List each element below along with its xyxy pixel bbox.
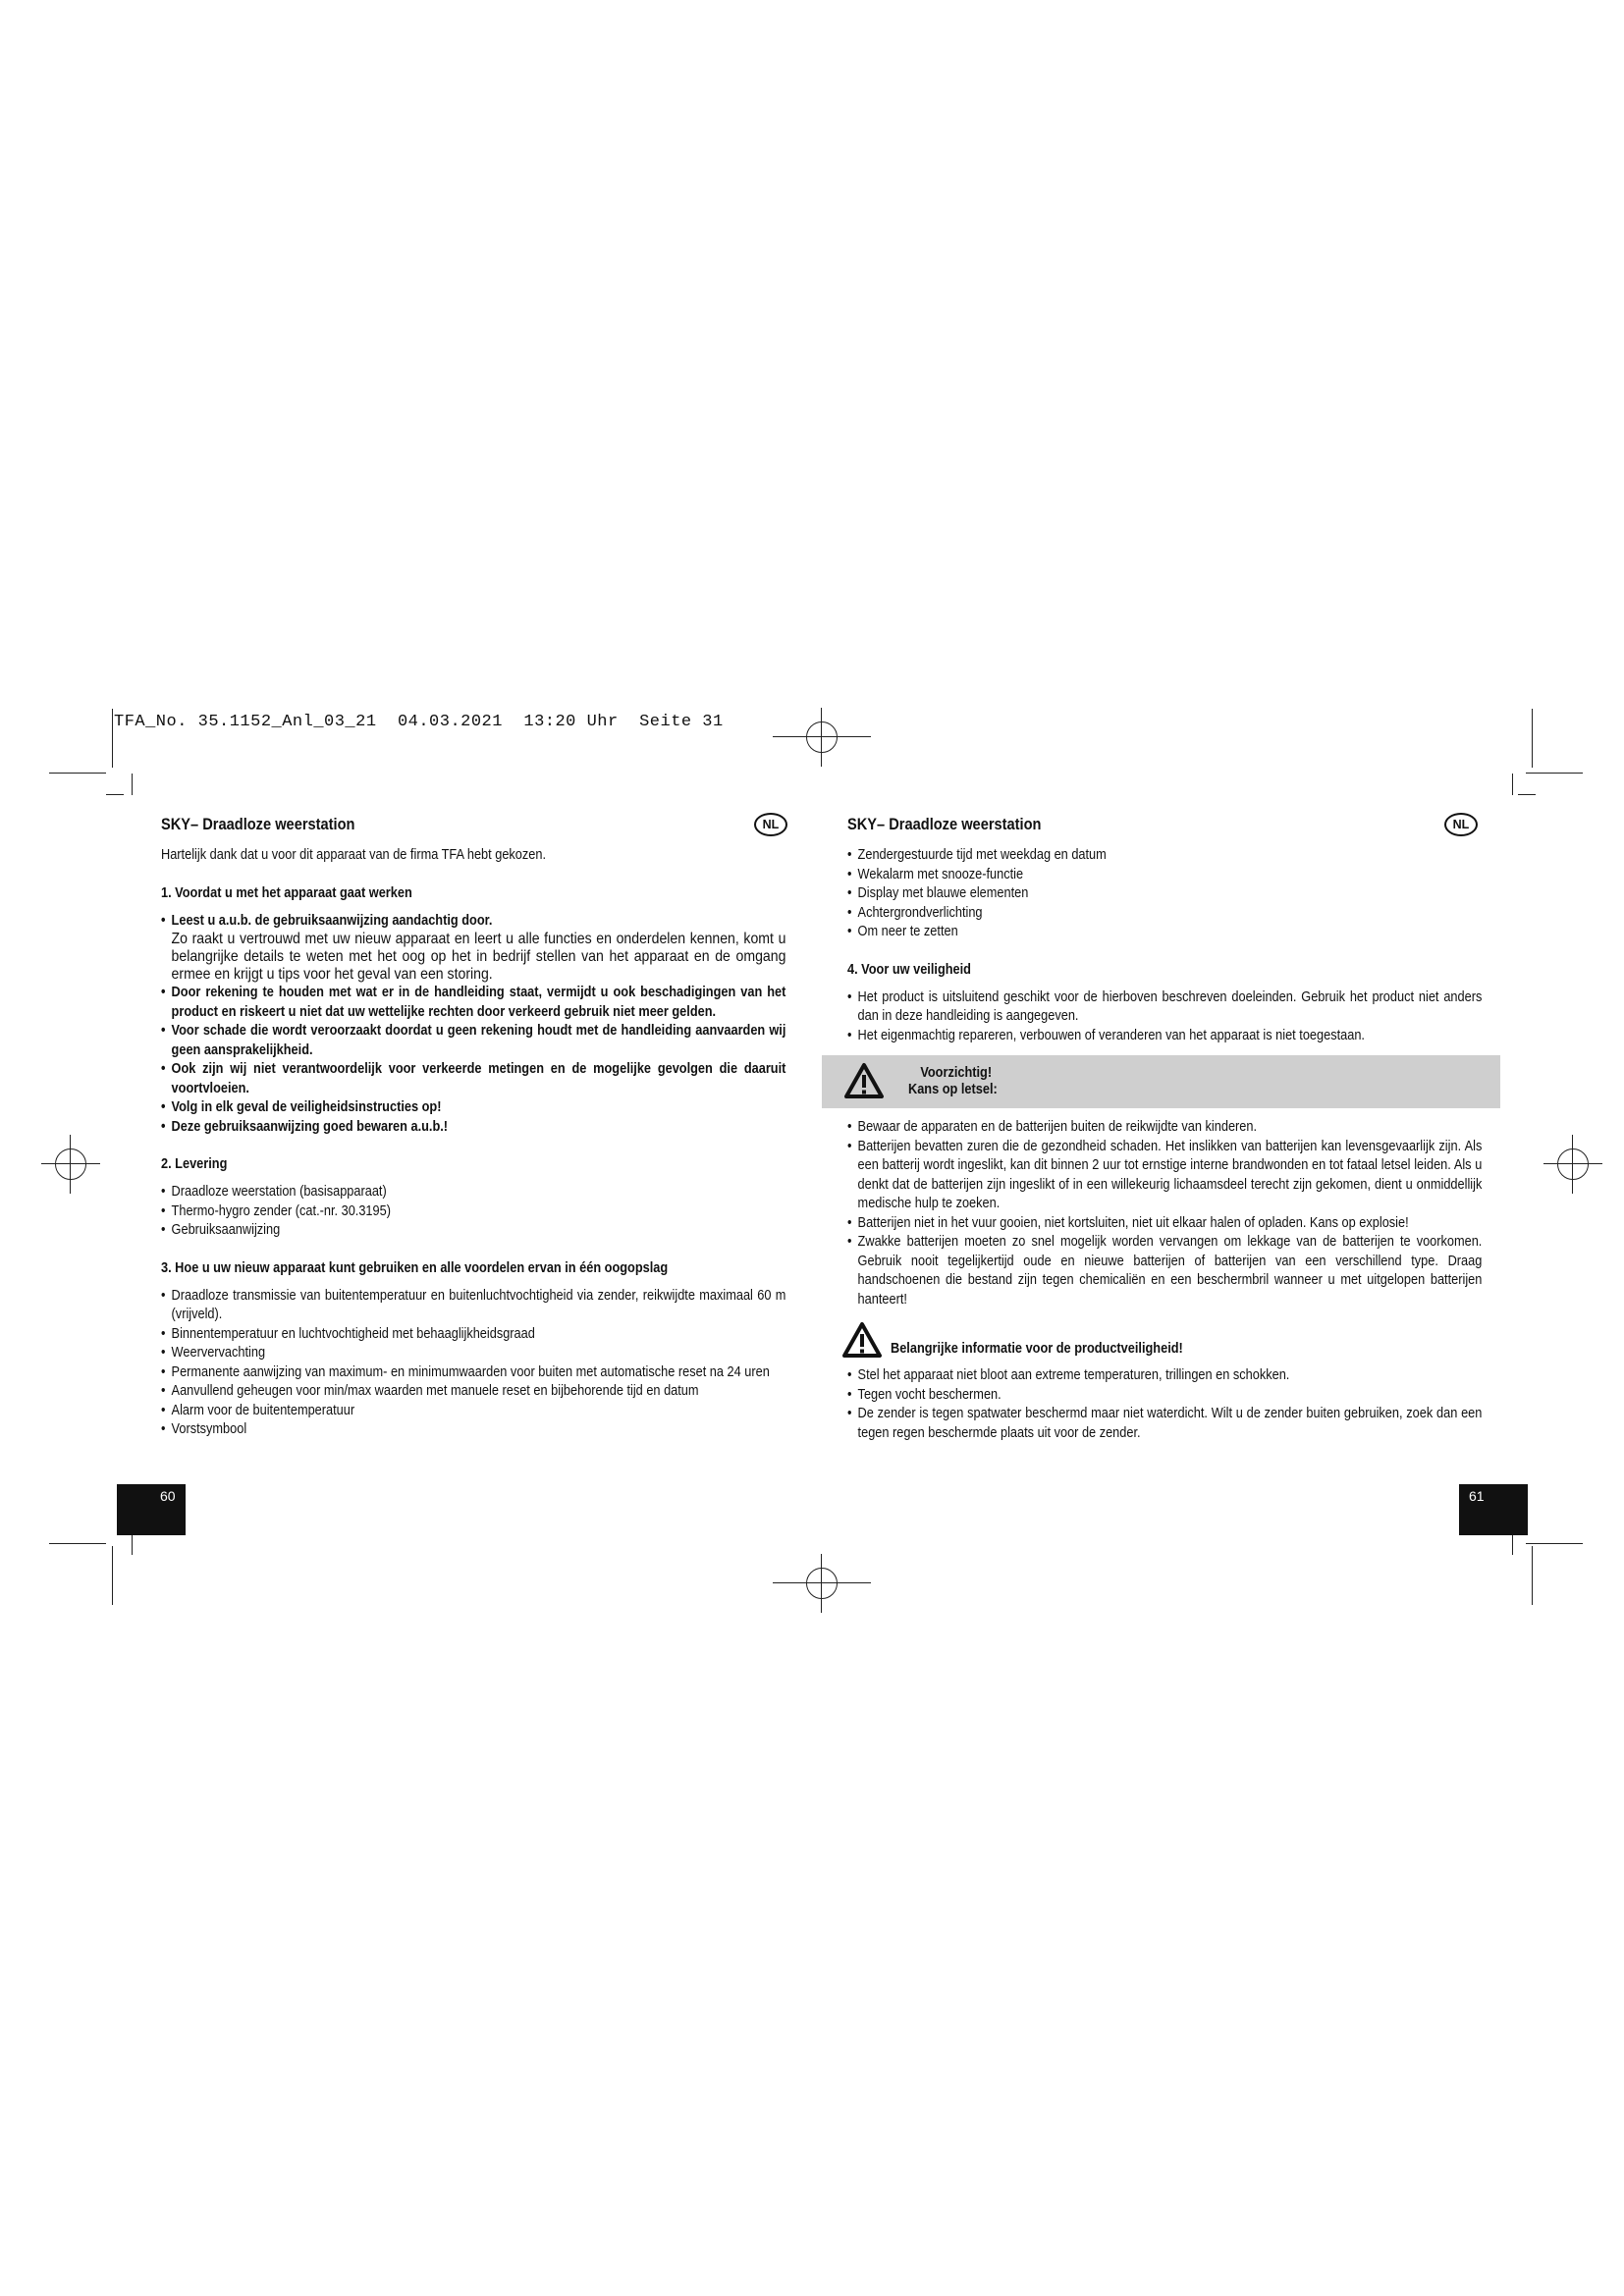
crop-mark [112,1546,113,1605]
crop-mark [1532,1546,1533,1605]
list-item: • De zender is tegen spatwater beschermd maar niet waterdicht. Wilt u de zender buiten gebruiken, zoek dan een tegen regen beschermde plaats uit voor de zender. [847,1405,1482,1443]
crop-mark [49,773,106,774]
right-page [847,815,1486,1462]
section-heading: 2. Levering [161,1156,228,1172]
intro-text: Hartelijk dank dat u voor dit apparaat van de firma TFA hebt gekozen. [161,847,547,863]
features-list [847,846,1482,942]
info-box [847,1321,1486,1362]
list-item: • Tegen vocht beschermen. [847,1386,1482,1406]
warning-line1: Voorzichtig! [920,1065,993,1081]
list-item: • Aanvullend geheugen voor min/max waarden met manuele reset en bijbehorende tijd en datum [161,1382,785,1402]
crop-mark [49,1543,106,1544]
warning-box [822,1055,1500,1108]
registration-mark [1543,1135,1602,1194]
list-item: • Volg in elk geval de veiligheidsinstructies op! [161,1098,785,1118]
crop-mark [112,709,113,768]
list-item: • Het eigenmachtig repareren, verbouwen of veranderen van het apparaat is niet toegestaan. [847,1027,1482,1046]
print-header: TFA_No. 35.1152_Anl_03_21 04.03.2021 13:20 Uhr Seite 31 [114,713,724,731]
list-item: • Het product is uitsluitend geschikt voor de hierboven beschreven doeleinden. Gebruik het product niet anders dan in deze handleiding is aangegeven. [847,988,1482,1027]
page-number-box [1459,1484,1528,1535]
features-list [161,1287,785,1440]
list-item: • Zendergestuurde tijd met weekdag en datum [847,846,1482,866]
list-item: • Draadloze weerstation (basisapparaat) [161,1183,785,1202]
crop-mark [132,1533,133,1555]
language-badge: NL [1444,813,1478,836]
crop-mark [1512,1533,1513,1555]
section-heading: 1. Voordat u met het apparaat gaat werken [161,884,412,901]
crop-mark [132,774,133,795]
registration-line [773,736,871,737]
crop-mark [1518,794,1536,795]
warning-line2: Kans op letsel: [908,1082,998,1097]
list-item: • Display met blauwe elementen [847,884,1482,904]
safety-list [847,988,1482,1046]
warning-title [908,1065,998,1098]
warning-list [847,1118,1482,1309]
list-item: • Permanente aanwijzing van maximum- en minimumwaarden voor buiten met automatische reset na 24 uren [161,1363,785,1383]
list-item: • Deze gebruiksaanwijzing goed bewaren a.u.b.! [161,1118,785,1138]
list-item: • Vorstsymbool [161,1420,785,1440]
page-title: SKY– Draadloze weerstation [847,815,1042,833]
page-number: 61 [1469,1488,1485,1504]
list-item: • Achtergrondverlichting [847,904,1482,924]
language-badge: NL [754,813,787,836]
list-item: • Stel het apparaat niet bloot aan extreme temperaturen, trillingen en schokken. [847,1366,1482,1386]
info-heading: Belangrijke informatie voor de productveiligheid! [891,1341,1183,1357]
list-item: • Alarm voor de buitentemperatuur [161,1402,785,1421]
list-item: • Thermo-hygro zender (cat.-nr. 30.3195) [161,1202,785,1222]
info-list [847,1366,1482,1443]
crop-mark [1526,1543,1583,1544]
crop-mark [1532,709,1533,768]
list-item: • Zwakke batterijen moeten zo snel mogelijk worden vervangen om lekkage van de batterijen te voorkomen. Gebruik nooit tegelijkertijd oude en nieuwe batterijen of batterijen van een verschillend type. Draag handschoenen die bestand zijn tegen chemicaliën en een beschermbril wanneer u met uitgelopen batterijen hanteert! [847,1233,1482,1309]
list-item: • Door rekening te houden met wat er in de handleiding staat, vermijdt u ook beschadigingen van het product en riskeert u niet dat uw wettelijke rechten door verkeerd gebruik niet meer gelden. [161,984,785,1022]
precautions-list [161,912,785,1138]
delivery-list [161,1183,785,1241]
section-heading: 4. Voor uw veiligheid [847,961,971,978]
warning-icon [841,1321,883,1359]
page-number: 60 [160,1488,176,1504]
list-item: • Om neer te zetten [847,923,1482,942]
warning-icon [843,1062,885,1099]
list-item: • Gebruiksaanwijzing [161,1221,785,1241]
crop-mark [1526,773,1583,774]
list-item: • Batterijen bevatten zuren die de gezondheid schaden. Het inslikken van batterijen kan levensgevaarlijk zijn. Als een batterij wordt ingeslikt, kan dit binnen 2 uur tot ernstige interne brandwonden en tot fataal letsel leiden. Als u denkt dat de batterijen zijn ingeslikt of in een willekeurig lichaamsdeel terecht zijn gekomen, dient u onmiddellijk medische hulp te zoeken. [847,1138,1482,1214]
list-item: • Draadloze transmissie van buitentemperatuur en buitenluchtvochtigheid via zender, reikwijdte maximaal 60 m (vrijveld). [161,1287,785,1325]
list-item-detail: Zo raakt u vertrouwd met uw nieuw apparaat en leert u alle functies en onderdelen kennen, komt u belangrijke details te weten met het oog op het in bedrijf stellen van het apparaat en de omgang ermee en krijgt u tips voor het geval van een storing. [171,931,786,983]
list-item: • Bewaar de apparaten en de batterijen buiten de reikwijdte van kinderen. [847,1118,1482,1138]
list-item: • Binnentemperatuur en luchtvochtigheid met behaaglijkheidsgraad [161,1325,785,1345]
crop-mark [1512,774,1513,795]
list-item: • Voor schade die wordt veroorzaakt doordat u geen rekening houdt met de handleiding aanvaarden wij geen aansprakelijkheid. [161,1022,785,1060]
crop-mark [106,794,124,795]
page-title: SKY– Draadloze weerstation [161,815,355,833]
list-item: • Weervervachting [161,1344,785,1363]
section-heading: 3. Hoe u uw nieuw apparaat kunt gebruiken en alle voordelen ervan in één oogopslag [161,1259,669,1276]
left-page [161,815,789,1459]
list-item: • Ook zijn wij niet verantwoordelijk voor verkeerde metingen en de mogelijke gevolgen die daaruit voortvloeien. [161,1060,785,1098]
list-item: • Batterijen niet in het vuur gooien, niet kortsluiten, niet uit elkaar halen of opladen. Kans op explosie! [847,1214,1482,1234]
registration-mark [41,1135,100,1194]
registration-line [773,1582,871,1583]
list-item: • Leest u a.u.b. de gebruiksaanwijzing aandachtig door. [161,912,785,932]
list-item: • Wekalarm met snooze-functie [847,866,1482,885]
page-number-box [117,1484,186,1535]
